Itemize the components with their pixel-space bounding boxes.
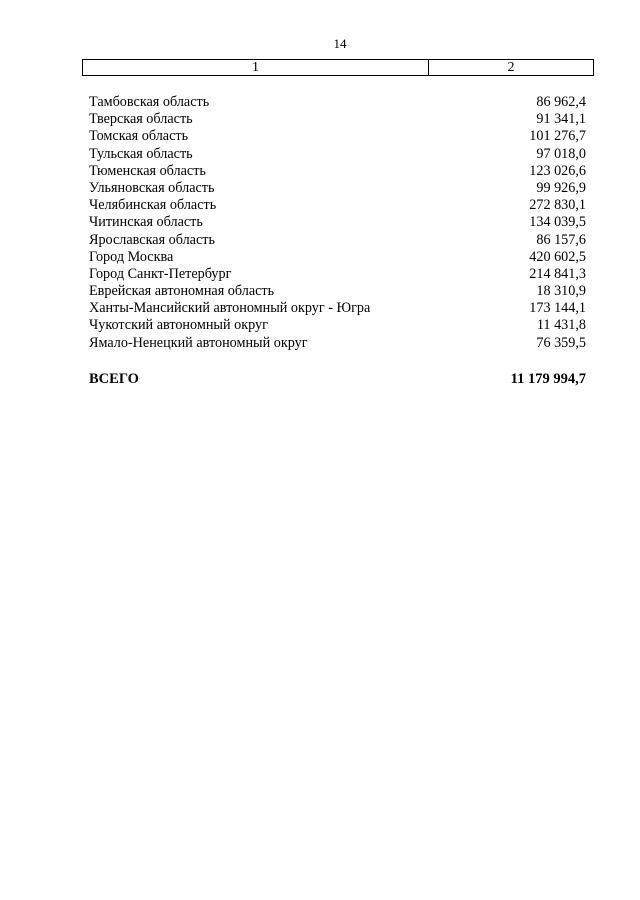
table-row [89, 146, 586, 163]
region-value: 420 602,5 [529, 248, 586, 265]
region-value: 18 310,9 [536, 283, 586, 300]
table-row [89, 128, 586, 145]
region-value: 11 431,8 [536, 317, 586, 334]
region-value: 214 841,3 [529, 265, 586, 282]
table-row [89, 335, 586, 352]
region-name: Город Москва [89, 248, 174, 265]
table-row [89, 283, 586, 300]
column-header-2: 2 [507, 60, 515, 75]
table-row [89, 214, 586, 231]
region-name: Тульская область [89, 145, 193, 162]
region-value: 272 830,1 [529, 197, 586, 214]
region-list [89, 94, 586, 352]
region-value: 91 341,1 [536, 111, 586, 128]
region-name: Томская область [89, 128, 189, 145]
region-name: Ханты-Мансийский автономный округ - Югра [89, 300, 371, 317]
region-name: Тюменская область [89, 162, 206, 179]
region-value: 99 926,9 [536, 179, 586, 196]
region-name: Ямало-Ненецкий автономный округ [89, 334, 308, 351]
page-number: 14 [333, 36, 347, 51]
table-row [89, 266, 586, 283]
region-name: Челябинская область [89, 197, 217, 214]
table-row [89, 163, 586, 180]
region-value: 76 359,5 [536, 334, 586, 351]
table-row [89, 180, 586, 197]
table-row [89, 94, 586, 111]
region-name: Город Санкт-Петербург [89, 265, 232, 282]
region-name: Тверская область [89, 111, 193, 128]
region-name: Еврейская автономная область [89, 283, 275, 300]
region-name: Тамбовская область [89, 94, 210, 110]
region-name: Читинская область [89, 214, 203, 231]
table-row [89, 232, 586, 249]
total-label: ВСЕГО [89, 371, 139, 387]
column-header-table [82, 59, 594, 76]
total-value: 11 179 994,7 [510, 371, 586, 387]
region-value: 101 276,7 [529, 128, 586, 145]
table-row [89, 197, 586, 214]
column-header-1: 1 [83, 60, 429, 75]
region-value: 86 962,4 [536, 94, 586, 110]
table-row [89, 300, 586, 317]
region-value: 97 018,0 [536, 145, 586, 162]
table-row [89, 249, 586, 266]
region-value: 173 144,1 [529, 300, 586, 317]
region-name: Ярославская область [89, 231, 215, 248]
region-name: Чукотский автономный округ [89, 317, 268, 334]
table-row [89, 317, 586, 334]
total-row [89, 370, 586, 388]
region-value: 134 039,5 [529, 214, 586, 231]
table-row [89, 111, 586, 128]
region-value: 86 157,6 [536, 231, 586, 248]
region-value: 123 026,6 [529, 162, 586, 179]
region-name: Ульяновская область [89, 179, 215, 196]
